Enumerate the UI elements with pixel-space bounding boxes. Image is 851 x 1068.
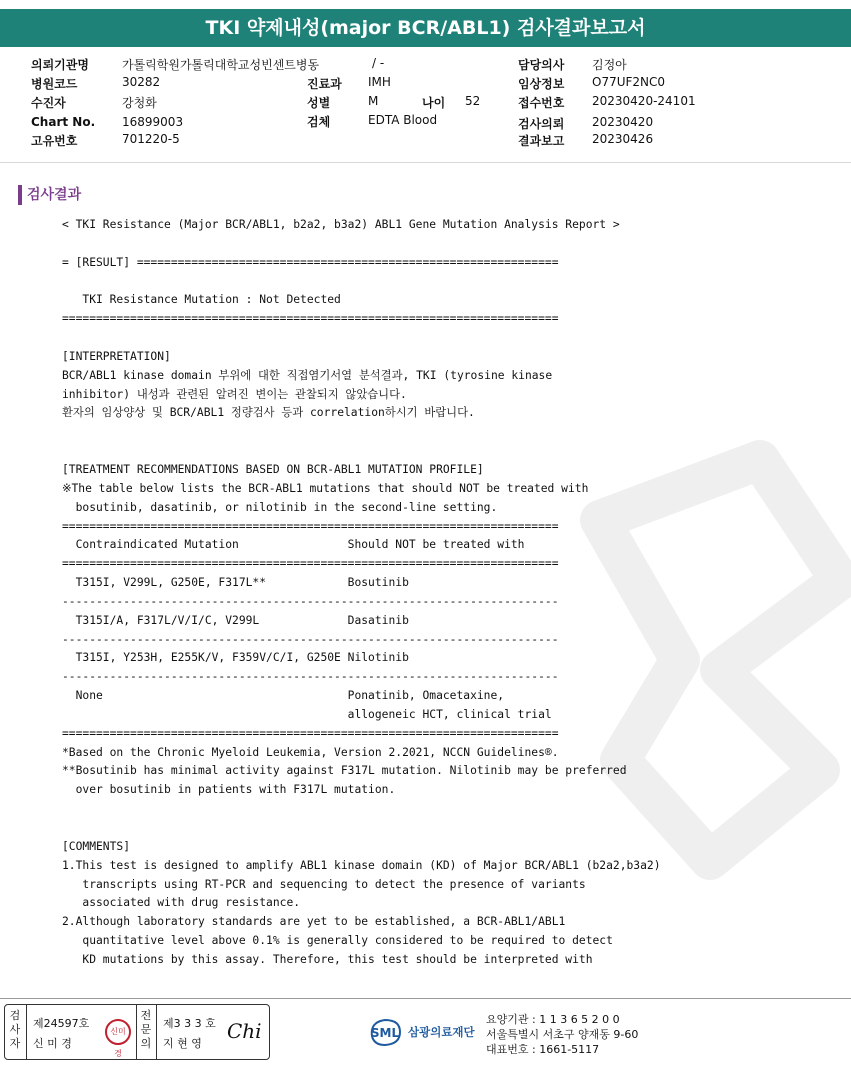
signature-box	[4, 1004, 270, 1060]
info-divider	[0, 162, 851, 163]
report-line: *Based on the Chronic Myeloid Leukemia, Version 2.2021, NCCN Guidelines®.	[62, 745, 559, 759]
doctor-value: 김정아	[592, 58, 627, 72]
report-line: None Ponatinib, Omacetaxine,	[62, 689, 505, 703]
report-line: -------------------------------------------------------------------------	[62, 594, 559, 608]
report-line: = [RESULT] ==============================================================	[62, 255, 559, 269]
report-date-label: 결과보고	[518, 134, 565, 148]
report-line: associated with drug resistance.	[62, 896, 301, 910]
report-line: **Bosutinib has minimal activity against F317L mutation. Nilotinib may be preferred	[62, 764, 627, 778]
hospital-code-label: 병원코드	[31, 77, 78, 91]
receipt-no-label: 접수번호	[518, 96, 565, 110]
sml-logo-icon	[366, 1014, 404, 1050]
report-line: over bosutinib in patients with F317L mutation.	[62, 783, 396, 797]
specimen-label: 검체	[307, 115, 331, 129]
report-line: quantitative level above 0.1% is generally considered to be required to detect	[62, 934, 613, 948]
report-line: T315I, V299L, G250E, F317L** Bosutinib	[62, 576, 409, 590]
chart-no-value: 16899003	[122, 115, 184, 129]
report-line: KD mutations by this assay. Therefore, this test should be interpreted with	[62, 952, 593, 966]
report-line: =========================================================================	[62, 312, 559, 326]
hospital-code-value: 30282	[122, 75, 161, 89]
request-date-label: 검사의뢰	[518, 117, 565, 131]
sex-label: 성별	[307, 96, 331, 110]
report-line	[62, 819, 661, 838]
patient-info-panel	[0, 52, 851, 162]
specialist-signature: Chi	[227, 1019, 262, 1043]
report-line: 2.Although laboratory standards are yet to be established, a BCR-ABL1/ABL1	[62, 915, 566, 929]
report-line: allogeneic HCT, clinical trial	[62, 707, 552, 721]
tester-seal: 신미경	[105, 1019, 131, 1045]
report-line: T315I, Y253H, E255K/V, F359V/C/I, G250E Nilotinib	[62, 651, 409, 665]
report-line	[62, 800, 661, 819]
institution-label: 의뢰기관명	[31, 58, 89, 72]
chart-no-label: Chart No.	[31, 115, 96, 129]
report-line: < TKI Resistance (Major BCR/ABL1, b2a2, b3a2) ABL1 Gene Mutation Analysis Report >	[62, 218, 620, 231]
report-line	[62, 423, 661, 442]
report-line: =========================================================================	[62, 557, 559, 571]
report-line: 환자의 임상양상 및 BCR/ABL1 정량검사 등과 correlation하시기 바랍니다.	[62, 406, 475, 420]
report-line: =========================================================================	[62, 519, 559, 533]
report-line: 1.This test is designed to amplify ABL1 kinase domain (KD) of Major BCR/ABL1 (b2a2,b3a2)	[62, 858, 661, 872]
org-address: 서울특별시 서초구 양재동 9-60	[486, 1028, 639, 1041]
footer-divider	[0, 998, 851, 999]
unique-no-value: 701220-5	[122, 132, 180, 146]
department-value: IMH	[368, 75, 391, 89]
sex-value: M	[368, 94, 379, 108]
org-phone: 대표번호 : 1661-5117	[486, 1043, 600, 1056]
department-label: 진료과	[307, 77, 342, 91]
org-code: 요양기관 : 1 1 3 6 5 2 0 0	[486, 1013, 620, 1026]
report-line: transcripts using RT-PCR and sequencing to detect the presence of variants	[62, 877, 586, 891]
specimen-value: EDTA Blood	[368, 113, 438, 127]
sml-logo-text: SML	[370, 1026, 400, 1040]
patient-value: 강청화	[122, 96, 157, 110]
report-body	[62, 216, 661, 970]
specialist-license-no: 제3 3 3 호	[163, 1017, 216, 1030]
report-line: bosutinib, dasatinib, or nilotinib in the second-line setting.	[62, 500, 498, 514]
report-title: TKI 약제내성(major BCR/ABL1) 검사결과보고서	[0, 9, 851, 47]
report-line: [TREATMENT RECOMMENDATIONS BASED ON BCR-ABL1 MUTATION PROFILE]	[62, 462, 484, 476]
specialist-name: 지 현 영	[163, 1037, 202, 1050]
report-line: -------------------------------------------------------------------------	[62, 632, 559, 646]
report-line: BCR/ABL1 kinase domain 부위에 대한 직접염기서열 분석결과, TKI (tyrosine kinase	[62, 368, 553, 382]
age-label: 나이	[422, 96, 446, 110]
unique-no-label: 고유번호	[31, 134, 78, 148]
doctor-label: 담당의사	[518, 58, 565, 72]
report-line: [INTERPRETATION]	[62, 349, 171, 363]
specialist-label: 전 문 의	[140, 1009, 152, 1050]
report-line: T315I/A, F317L/V/I/C, V299L Dasatinib	[62, 613, 409, 627]
report-line	[62, 329, 661, 348]
report-line: TKI Resistance Mutation : Not Detected	[62, 293, 341, 307]
report-line	[62, 235, 661, 254]
report-line: inhibitor) 내성과 관련된 알려진 변이는 관찰되지 않았습니다.	[62, 387, 407, 401]
tester-label: 검 사 자	[9, 1009, 21, 1050]
report-date-value: 20230426	[592, 132, 654, 146]
receipt-no-value: 20230420-24101	[592, 94, 696, 108]
report-line: Contraindicated Mutation Should NOT be treated with	[62, 538, 525, 552]
report-line: [COMMENTS]	[62, 839, 131, 853]
institution-extra-value: / -	[372, 56, 385, 70]
patient-label: 수진자	[31, 96, 66, 110]
section-title: 검사결과	[18, 185, 81, 205]
report-line	[62, 442, 661, 461]
report-line: -------------------------------------------------------------------------	[62, 670, 559, 684]
tester-license-no: 제24597호	[33, 1017, 90, 1030]
tester-name: 신 미 경	[33, 1037, 72, 1050]
report-line: ※The table below lists the BCR-ABL1 mutations that should NOT be treated with	[62, 481, 589, 495]
org-name: 삼광의료재단	[408, 1025, 475, 1039]
org-info	[486, 1012, 638, 1057]
report-line: =========================================================================	[62, 726, 559, 740]
report-line	[62, 273, 661, 292]
institution-value: 가톨릭학원가톨릭대학교성빈센트병동	[122, 58, 320, 72]
clinical-info-value: O77UF2NC0	[592, 75, 666, 89]
age-value: 52	[465, 94, 481, 108]
request-date-value: 20230420	[592, 115, 654, 129]
clinical-info-label: 임상정보	[518, 77, 565, 91]
